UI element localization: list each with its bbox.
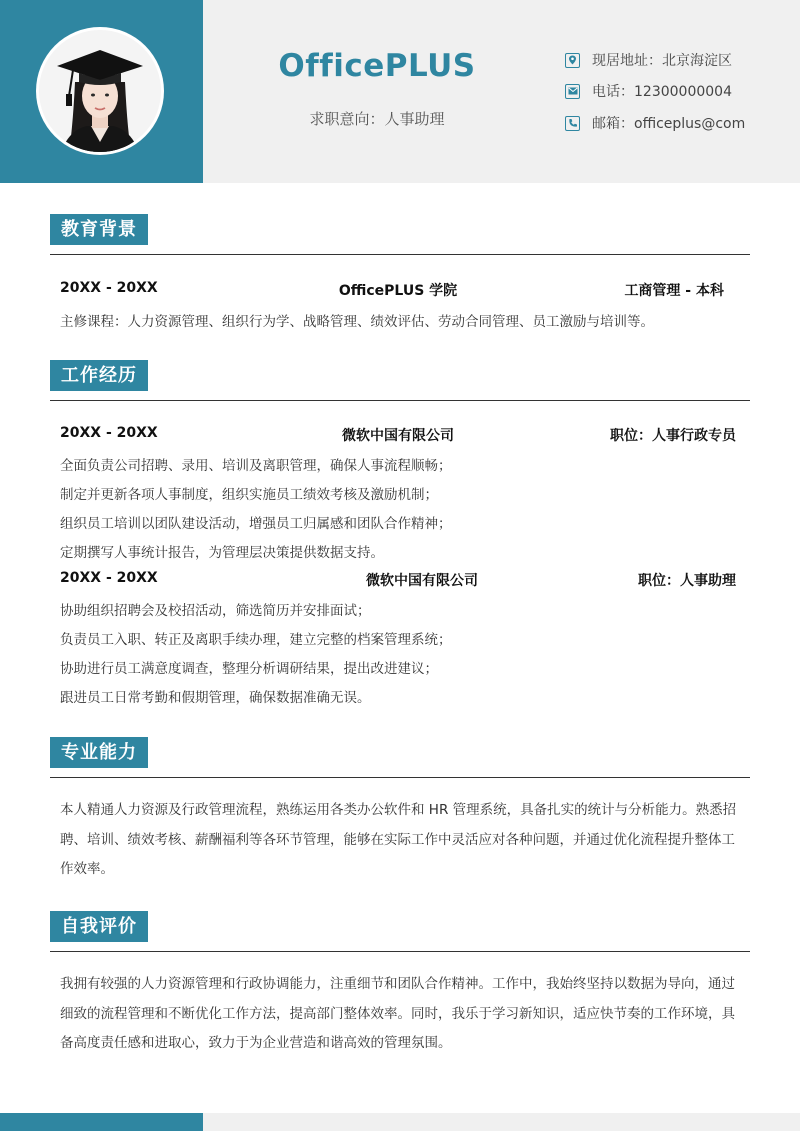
job-duty: 协助进行员工满意度调查，整理分析调研结果，提出改进建议； — [60, 661, 438, 677]
job-period: 20XX - 20XX — [60, 570, 158, 586]
education-row — [60, 280, 736, 300]
contact-email-text: 邮箱：officeplus@com — [592, 116, 746, 132]
job-duty: 负责员工入职、转正及离职手续办理，建立完整的档案管理系统； — [60, 632, 452, 648]
section-title-self-evaluation: 自我评价 — [50, 911, 148, 942]
section-divider — [50, 951, 750, 952]
job-row — [60, 570, 736, 590]
job-duty: 定期撰写人事统计报告，为管理层决策提供数据支持。 — [60, 545, 384, 561]
skills-text: 本人精通人力资源及行政管理流程，熟练运用各类办公软件和 HR 管理系统，具备扎实的统计与分析能力。熟悉招聘、培训、绩效考核、薪酬福利等各环节管理，能够在实际工作中灵活应对各种问题，并通过优化流程提升整体工作效率。 — [60, 802, 737, 877]
section-title-education: 教育背景 — [50, 214, 148, 245]
section-divider — [50, 254, 750, 255]
candidate-name: OfficePLUS — [278, 48, 476, 84]
section-divider — [50, 400, 750, 401]
contact-address-text: 现居地址：北京海淀区 — [592, 53, 732, 69]
job-period: 20XX - 20XX — [60, 425, 158, 441]
section-divider — [50, 777, 750, 778]
location-pin-icon — [565, 53, 580, 68]
education-major: 工商管理 - 本科 — [624, 283, 724, 299]
section-title-work: 工作经历 — [50, 360, 148, 391]
job-row — [60, 425, 736, 445]
job-duty: 全面负责公司招聘、录用、培训及离职管理，确保人事流程顺畅； — [60, 458, 452, 474]
job-intent: 求职意向：人事助理 — [309, 110, 445, 128]
contact-phone-text: 电话：12300000004 — [592, 84, 732, 100]
job-company: 微软中国有限公司 — [366, 573, 478, 589]
job-position: 职位：人事助理 — [638, 573, 736, 589]
footer-accent-bar — [0, 1113, 203, 1131]
mail-icon — [565, 84, 580, 99]
education-school: OfficePLUS 学院 — [338, 283, 458, 299]
education-period: 20XX - 20XX — [60, 280, 158, 296]
job-company: 微软中国有限公司 — [342, 428, 454, 444]
avatar — [39, 30, 161, 152]
job-duty: 组织员工培训以团队建设活动，增强员工归属感和团队合作精神； — [60, 516, 452, 532]
section-title-skills: 专业能力 — [50, 737, 148, 768]
self-evaluation-text: 我拥有较强的人力资源管理和行政协调能力，注重细节和团队合作精神。工作中，我始终坚持以数据为导向，通过细致的流程管理和不断优化工作方法，提高部门整体效率。同时，我乐于学习新知识，适应快节奏的工作环境，具备高度责任感和进取心，致力于为企业营造和谐高效的管理氛围。 — [60, 976, 735, 1051]
job-duty: 跟进员工日常考勤和假期管理，确保数据准确无误。 — [60, 690, 371, 706]
contact-phone — [565, 81, 732, 101]
contact-email — [565, 113, 745, 133]
contact-address — [565, 50, 732, 70]
education-courses: 主修课程：人力资源管理、组织行为学、战略管理、绩效评估、劳动合同管理、员工激励与培训等。 — [60, 314, 654, 330]
job-position: 职位：人事行政专员 — [610, 428, 736, 444]
job-duty: 协助组织招聘会及校招活动，筛选简历并安排面试； — [60, 603, 371, 619]
phone-icon — [565, 116, 580, 131]
job-duty: 制定并更新各项人事制度，组织实施员工绩效考核及激励机制； — [60, 487, 438, 503]
